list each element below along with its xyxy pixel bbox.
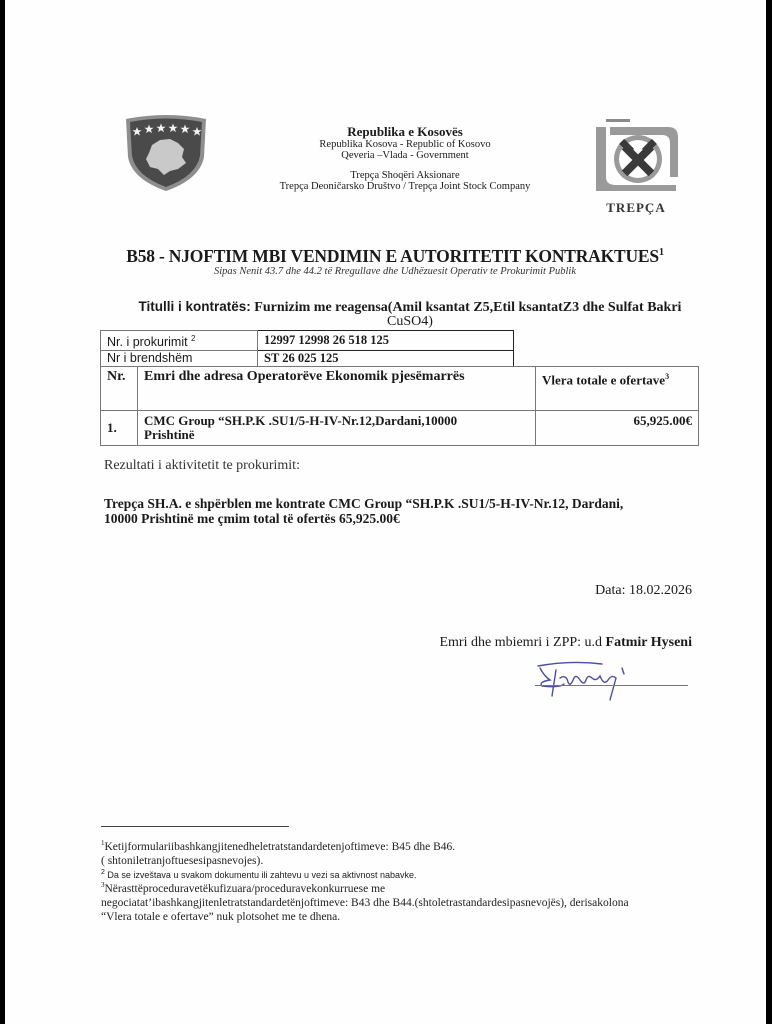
signer-line <box>439 635 692 651</box>
column-header-value: Vlera totale e ofertave$^3$ <box>536 367 699 411</box>
header-text <box>195 124 615 192</box>
column-header-operator: Emri dhe adresa Operatorëve Ekonomik pjesëmarrës <box>138 367 536 411</box>
contract-title <box>125 300 695 329</box>
republic-name: Republika e Kosovës <box>347 124 463 139</box>
procurement-number-label: Nr. i prokurimit $^2$ <box>101 331 258 351</box>
handwritten-signature-icon <box>530 656 660 711</box>
signer-name: Fatmir Hyseni <box>605 635 692 650</box>
contract-title-label: Titulli i kontratës: <box>138 299 251 314</box>
procurement-ids-table <box>100 330 514 367</box>
signer-label: Emri dhe mbiemri i ZPP: u.d <box>439 635 606 650</box>
government-label: Qeveria –Vlada - Government <box>341 150 469 161</box>
trepca-hammers-icon <box>590 117 682 195</box>
column-header-nr: Nr. <box>101 367 138 411</box>
document-page <box>5 0 766 1024</box>
document-date: Data: 18.02.2026 <box>595 583 692 598</box>
footnote-divider <box>101 826 289 827</box>
signature-line <box>535 685 688 686</box>
cell-operator: CMC Group “SH.P.K .SU1/5-H-IV-Nr.12,Dardani,10000 Prishtinë <box>138 411 536 446</box>
procurement-number-value: 12997 12998 26 518 125 <box>258 331 514 351</box>
footnote-2: $^2$ Da se izveštava u svakom dokumentu ili zahtevu u vezi sa aktivnost nabavke. <box>101 869 417 880</box>
contract-title-value-line2: CuSO4) <box>387 314 433 329</box>
result-text: Trepça SH.A. e shpërblen me kontrate CMC Group “SH.P.K .SU1/5-H-IV-Nr.12, Dardani, 10000 Prishtinë me çmim total të ofertës 65,925.00€ <box>104 496 624 526</box>
company-name: Trepça Shoqëri Aksionare <box>350 170 460 181</box>
table-row <box>101 331 514 351</box>
cell-nr: 1. <box>101 411 138 446</box>
trepca-logo-text: TREPÇA <box>606 200 666 215</box>
document-subtitle: Sipas Nenit 43.7 dhe 44.2 të Rregullave dhe Udhëzuesit Operativ te Prokurimit Publik <box>214 266 576 277</box>
table-row <box>101 351 514 367</box>
footnote-ref: 1 <box>658 247 664 259</box>
cell-value: 65,925.00€ <box>536 411 699 446</box>
contract-title-value: Furnizim me reagensa(Amil ksantat Z5,Etil ksantatZ3 dhe Sulfat Bakri <box>250 300 682 315</box>
table-header-row <box>101 367 699 411</box>
footnote-1: $^1$Ketijformulariibashkangjitenedheletratstandardetenjoftimeve: B45 dhe B46. ( shtoniletranjoftuesesipasnevojes). <box>101 839 456 867</box>
table-row <box>101 411 699 446</box>
republic-name-alt: Republika Kosova - Republic of Kosovo <box>319 139 491 150</box>
trepca-logo <box>590 117 682 216</box>
result-label: Rezultati i aktivitetit te prokurimit: <box>104 458 300 473</box>
document-title: B58 - NJOFTIM MBI VENDIMIN E AUTORITETIT KONTRAKTUES$^1$ <box>126 246 664 266</box>
footnote-3: $^3$Nërasttëproceduravetëkufizuara/proceduravekonkurruese me negociatat’ibashkangjitenletratstandardetënjoftimeve: B43 dhe B44.(shtoletrastandardesipasnevojës), derisakolona “Vlera totale e ofertave” nuk plotsohet me te dhena. <box>101 881 629 923</box>
internal-number-label: Nr i brendshëm <box>101 351 258 367</box>
company-name-alt: Trepça Deoničarsko Društvo / Trepça Joint Stock Company <box>279 181 531 192</box>
internal-number-value: ST 26 025 125 <box>258 351 514 367</box>
bids-table <box>100 366 699 446</box>
